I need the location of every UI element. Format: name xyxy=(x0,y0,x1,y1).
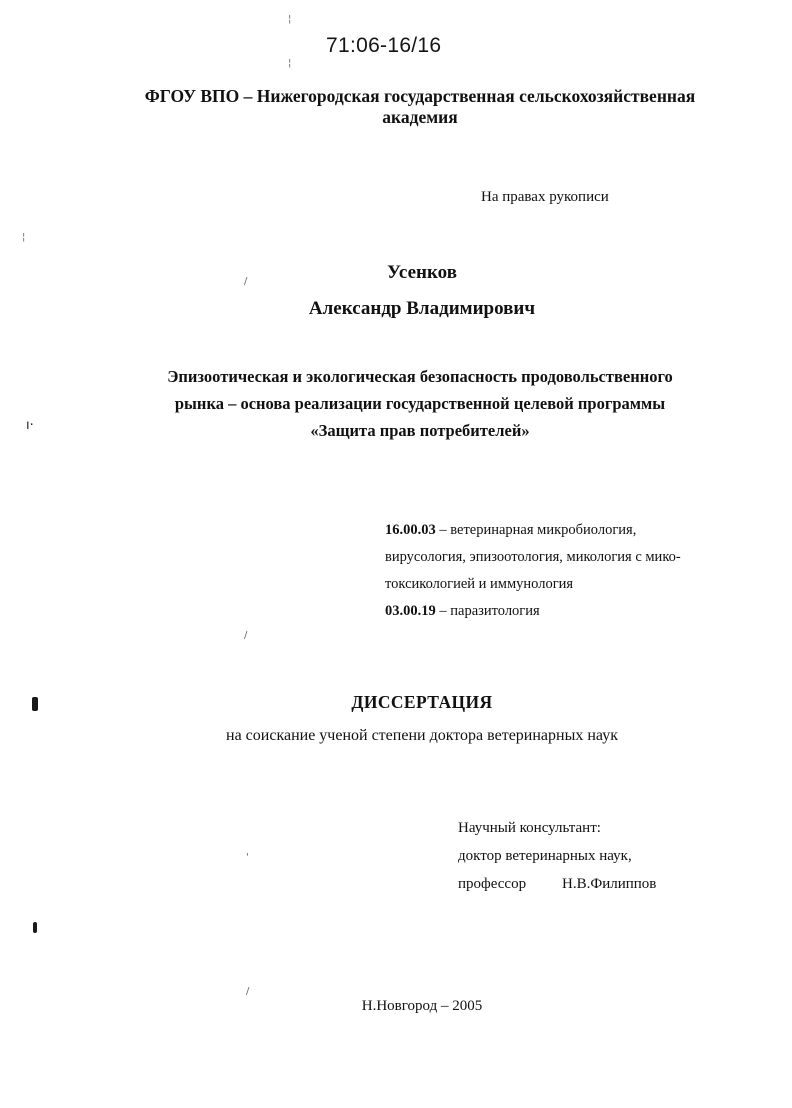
rights-note: На правах рукописи xyxy=(481,189,609,205)
specialty-1-line-3: токсикологией и иммунология xyxy=(385,576,574,592)
specialty-1-line-1 xyxy=(385,522,725,539)
organization-line-2: академия xyxy=(382,107,458,127)
city-year: Н.Новгород – 2005 xyxy=(361,998,483,1014)
thesis-title-line-3: «Защита прав потребителей» xyxy=(310,421,530,440)
specialty-1-line-2: вирусология, эпизоотология, микология с мико- xyxy=(385,549,681,565)
thesis-title-line-2: рынка – основа реализации государственной целевой программы xyxy=(174,394,666,413)
specialty-1-text: – ветеринарная микробиология, xyxy=(435,522,637,538)
advisor-name: Н.В.Филиппов xyxy=(562,876,657,892)
thesis-title xyxy=(100,363,740,444)
scan-mark: ¦ xyxy=(288,14,292,25)
specialty-2-text: – паразитология xyxy=(435,603,540,619)
scan-mark: ı· xyxy=(26,418,34,433)
thesis-title-line-1: Эпизоотическая и экологическая безопасность продовольственного xyxy=(167,367,673,386)
scan-mark: ¦ xyxy=(22,232,26,243)
advisor-degree: доктор ветеринарных наук, xyxy=(458,848,632,864)
specialty-2-code: 03.00.19 xyxy=(385,603,436,619)
organization-header xyxy=(90,86,750,128)
degree-line: на соискание ученой степени доктора ветеринарных наук xyxy=(226,727,618,744)
specialty-1-code: 16.00.03 xyxy=(385,522,436,538)
author-surname: Усенков xyxy=(387,262,457,283)
scan-mark: / xyxy=(244,276,248,287)
scan-mark: ¦ xyxy=(288,58,292,69)
organization-line-1: ФГОУ ВПО – Нижегородская государственная сельскохозяйственная xyxy=(144,86,696,106)
scan-mark: / xyxy=(244,630,248,641)
scan-mark: ' xyxy=(246,852,249,863)
author-given-names: Александр Владимирович xyxy=(308,298,536,319)
archive-stamp-number: 71:06-16/16 xyxy=(326,34,442,57)
advisor-label: Научный консультант: xyxy=(458,820,601,836)
scan-blot xyxy=(33,922,37,933)
document-type: ДИССЕРТАЦИЯ xyxy=(351,692,493,712)
advisor-position: профессор xyxy=(458,876,527,892)
specialty-2-line-1 xyxy=(385,603,725,620)
scan-mark: / xyxy=(246,986,250,997)
